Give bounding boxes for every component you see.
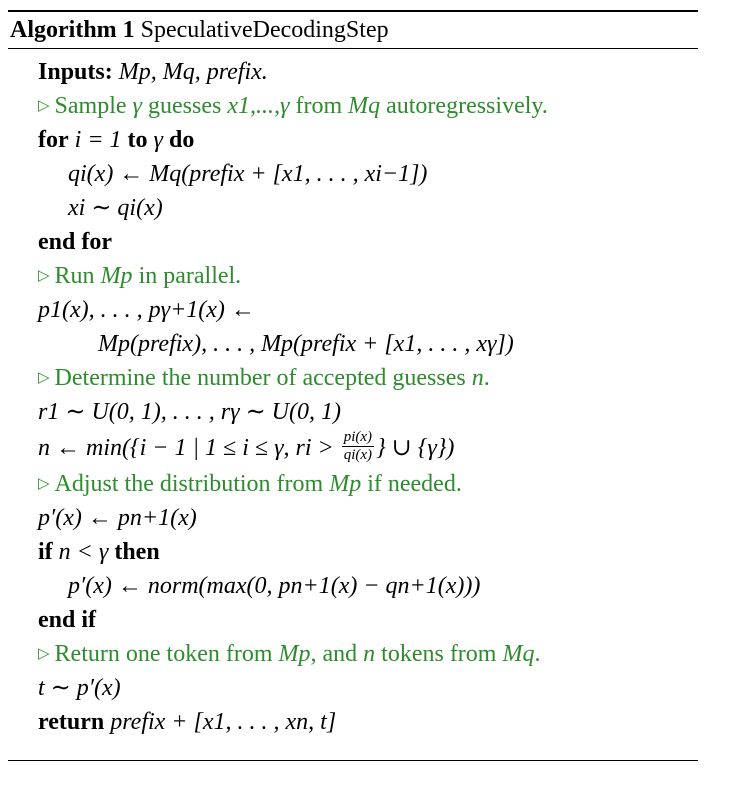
triangle-right-icon: ▷ [38, 268, 50, 284]
line-return [38, 705, 336, 739]
comment-sample [38, 89, 548, 123]
ratio-fraction [342, 430, 374, 463]
algorithm-name: SpeculativeDecodingStep [140, 17, 389, 43]
comment-math: n [471, 365, 484, 391]
comment-text: Sample [54, 93, 127, 119]
line-p-prime: p′(x) ← pn+1(x) [38, 505, 197, 531]
comment-math: Mp [278, 641, 311, 667]
if-keyword: if [38, 539, 53, 565]
comment-text: . [483, 365, 490, 391]
comment-text: autoregressively. [386, 93, 548, 119]
comment-math: Mq [502, 641, 535, 667]
line-n-min [38, 428, 455, 466]
comment-text: if needed. [367, 471, 462, 497]
n-min-left: n ← min({i − 1 | 1 ≤ i ≤ γ, ri > [38, 435, 334, 461]
line-mp-calls: Mp(prefix), . . . , Mp(prefix + [x1, . . . , xγ]) [98, 331, 514, 357]
fraction-denominator: qi(x) [343, 446, 373, 463]
comment-text: tokens from [381, 641, 497, 667]
comment-math: n [363, 641, 376, 667]
line-inputs [38, 55, 268, 89]
then-keyword: then [114, 539, 160, 565]
to-keyword: to [127, 127, 148, 153]
line-if [38, 535, 160, 569]
bottom-rule [8, 760, 698, 761]
comment-return [38, 637, 540, 671]
line-norm: p′(x) ← norm(max(0, pn+1(x) − qn+1(x))) [68, 573, 481, 599]
comment-text: Determine the number of accepted guesses [54, 365, 466, 391]
comment-text: Adjust the distribution from [54, 471, 324, 497]
comment-math: Mp [329, 471, 362, 497]
comment-text: Run [54, 263, 95, 289]
comment-text: from [295, 93, 343, 119]
for-bound: γ [153, 127, 163, 153]
comment-determine [38, 361, 490, 395]
comment-math: x1,...,γ [227, 93, 290, 119]
return-keyword: return [38, 709, 105, 735]
comment-text: in parallel. [138, 263, 242, 289]
return-expression: prefix + [x1, . . . , xn, t] [110, 709, 337, 735]
n-min-right: } ∪ {γ}) [376, 435, 455, 461]
line-xi: xi ∼ qi(x) [68, 195, 163, 221]
end-if-keyword: end if [38, 607, 97, 633]
line-t-sample: t ∼ p′(x) [38, 675, 121, 701]
comment-math: Mq [348, 93, 381, 119]
algorithm-box [8, 8, 698, 735]
comment-run [38, 259, 241, 293]
line-p-list: p1(x), . . . , pγ+1(x) ← [38, 297, 255, 323]
line-r-samples: r1 ∼ U(0, 1), . . . , rγ ∼ U(0, 1) [38, 399, 341, 425]
comment-math: γ [132, 93, 143, 119]
comment-text: guesses [148, 93, 222, 119]
line-qi: qi(x) ← Mq(prefix + [x1, . . . , xi−1]) [68, 161, 428, 187]
for-expression: i = 1 [74, 127, 122, 153]
triangle-right-icon: ▷ [38, 98, 50, 114]
inputs-args: Mp, Mq, prefix. [118, 59, 268, 85]
comment-text: . [534, 641, 541, 667]
end-for-keyword: end for [38, 229, 112, 255]
triangle-right-icon: ▷ [38, 370, 50, 386]
comment-adjust [38, 467, 462, 501]
triangle-right-icon: ▷ [38, 646, 50, 662]
algorithm-label: Algorithm 1 [10, 17, 135, 43]
for-keyword: for [38, 127, 69, 153]
caption-rule [8, 48, 698, 49]
fraction-numerator: pi(x) [343, 428, 373, 445]
comment-text: Return one token from [54, 641, 273, 667]
inputs-keyword: Inputs: [38, 59, 113, 85]
comment-math: Mp [100, 263, 133, 289]
line-for [38, 123, 194, 157]
triangle-right-icon: ▷ [38, 476, 50, 492]
if-condition: n < γ [58, 539, 109, 565]
do-keyword: do [169, 127, 195, 153]
comment-text: , and [310, 641, 358, 667]
algorithm-caption [8, 12, 698, 48]
